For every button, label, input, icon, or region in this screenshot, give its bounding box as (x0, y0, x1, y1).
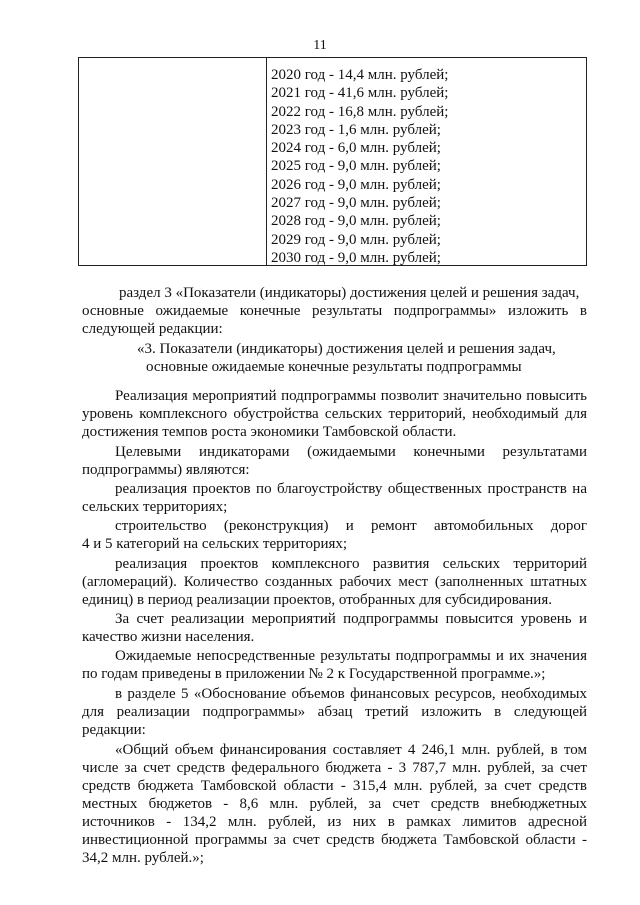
text-line: реализация проектов по благоустройству общественных пространств на (115, 481, 587, 497)
year-row: 2029 год - 9,0 млн. рублей; (271, 231, 441, 248)
section-heading-line: «3. Показатели (индикаторы) достижения целей и решения задач, (137, 341, 556, 357)
year-row: 2021 год - 41,6 млн. рублей; (271, 85, 449, 102)
text-line: сельских территориях; (82, 499, 228, 515)
text-line: редакции: (82, 722, 146, 738)
year-row: 2028 год - 9,0 млн. рублей; (271, 213, 441, 230)
text-line: Целевыми индикаторами (ожидаемыми конечными результатами (115, 444, 587, 460)
text-line: по годам приведены в приложении № 2 к Государственной программе.»; (82, 666, 546, 682)
text-line: качество жизни населения. (82, 629, 255, 645)
text-line: строительство (реконструкция) и ремонт автомобильных дорог (115, 518, 587, 534)
text-line: реализация проектов комплексного развития сельских территорий (115, 556, 587, 572)
table-column-divider (266, 58, 267, 265)
year-row: 2024 год - 6,0 млн. рублей; (271, 140, 441, 157)
text-line: (агломераций). Количество созданных рабочих мест (заполненных штатных (82, 574, 587, 590)
text-line: в разделе 5 «Обоснование объемов финансовых ресурсов, необходимых (115, 686, 587, 702)
text-line: местных бюджетов - 8,6 млн. рублей, за счет средств внебюджетных (82, 796, 587, 812)
yearly-financing-list (271, 66, 582, 267)
financing-table (78, 57, 587, 266)
text-line: уровень комплексного обустройства сельских территорий, необходимый для (82, 406, 587, 422)
text-line: инвестиционной программы за счет средств бюджета Тамбовской области - (82, 832, 587, 848)
text-line: достижения темпов роста экономики Тамбовской области. (82, 424, 457, 440)
year-row: 2020 год - 14,4 млн. рублей; (271, 67, 449, 83)
text-line: единиц) в период реализации проектов, отобранных для субсидирования. (82, 592, 552, 608)
text-line: для реализации подпрограммы» абзац третий изложить в следующей (82, 704, 587, 720)
text-line: Реализация мероприятий подпрограммы позволит значительно повысить (115, 388, 587, 404)
text-line: За счет реализации мероприятий подпрограммы повысится уровень и (115, 611, 587, 627)
text-line: источников - 134,2 млн. рублей, из них в рамках лимитов адресной (82, 814, 587, 830)
year-row: 2030 год - 9,0 млн. рублей; (271, 249, 441, 266)
year-row: 2025 год - 9,0 млн. рублей; (271, 158, 441, 175)
year-row: 2023 год - 1,6 млн. рублей; (271, 121, 441, 138)
year-row: 2027 год - 9,0 млн. рублей; (271, 195, 441, 212)
year-row: 2022 год - 16,8 млн. рублей; (271, 103, 449, 120)
text-line: Ожидаемые непосредственные результаты подпрограммы и их значения (115, 648, 587, 664)
year-row: 2026 год - 9,0 млн. рублей; (271, 176, 441, 193)
text-line: «Общий объем финансирования составляет 4 246,1 млн. рублей, в том (115, 742, 587, 758)
text-line: следующей редакции: (82, 321, 223, 337)
text-line: средств бюджета Тамбовской области - 315,4 млн. рублей, за счет средств (82, 778, 587, 794)
text-line: основные ожидаемые конечные результаты подпрограммы» изложить в (82, 303, 587, 319)
text-line: подпрограммы) являются: (82, 462, 250, 478)
text-line: раздел 3 «Показатели (индикаторы) достижения целей и решения задач, (119, 285, 580, 301)
page-number: 11 (313, 38, 327, 53)
table-left-cell (79, 58, 266, 265)
text-line: 34,2 млн. рублей.»; (82, 850, 204, 866)
text-line: 4 и 5 категорий на сельских территориях; (82, 536, 348, 552)
section-heading-line: основные ожидаемые конечные результаты подпрограммы (146, 359, 522, 375)
text-line: числе за счет средств федерального бюджета - 3 787,7 млн. рублей, за счет (82, 760, 587, 776)
